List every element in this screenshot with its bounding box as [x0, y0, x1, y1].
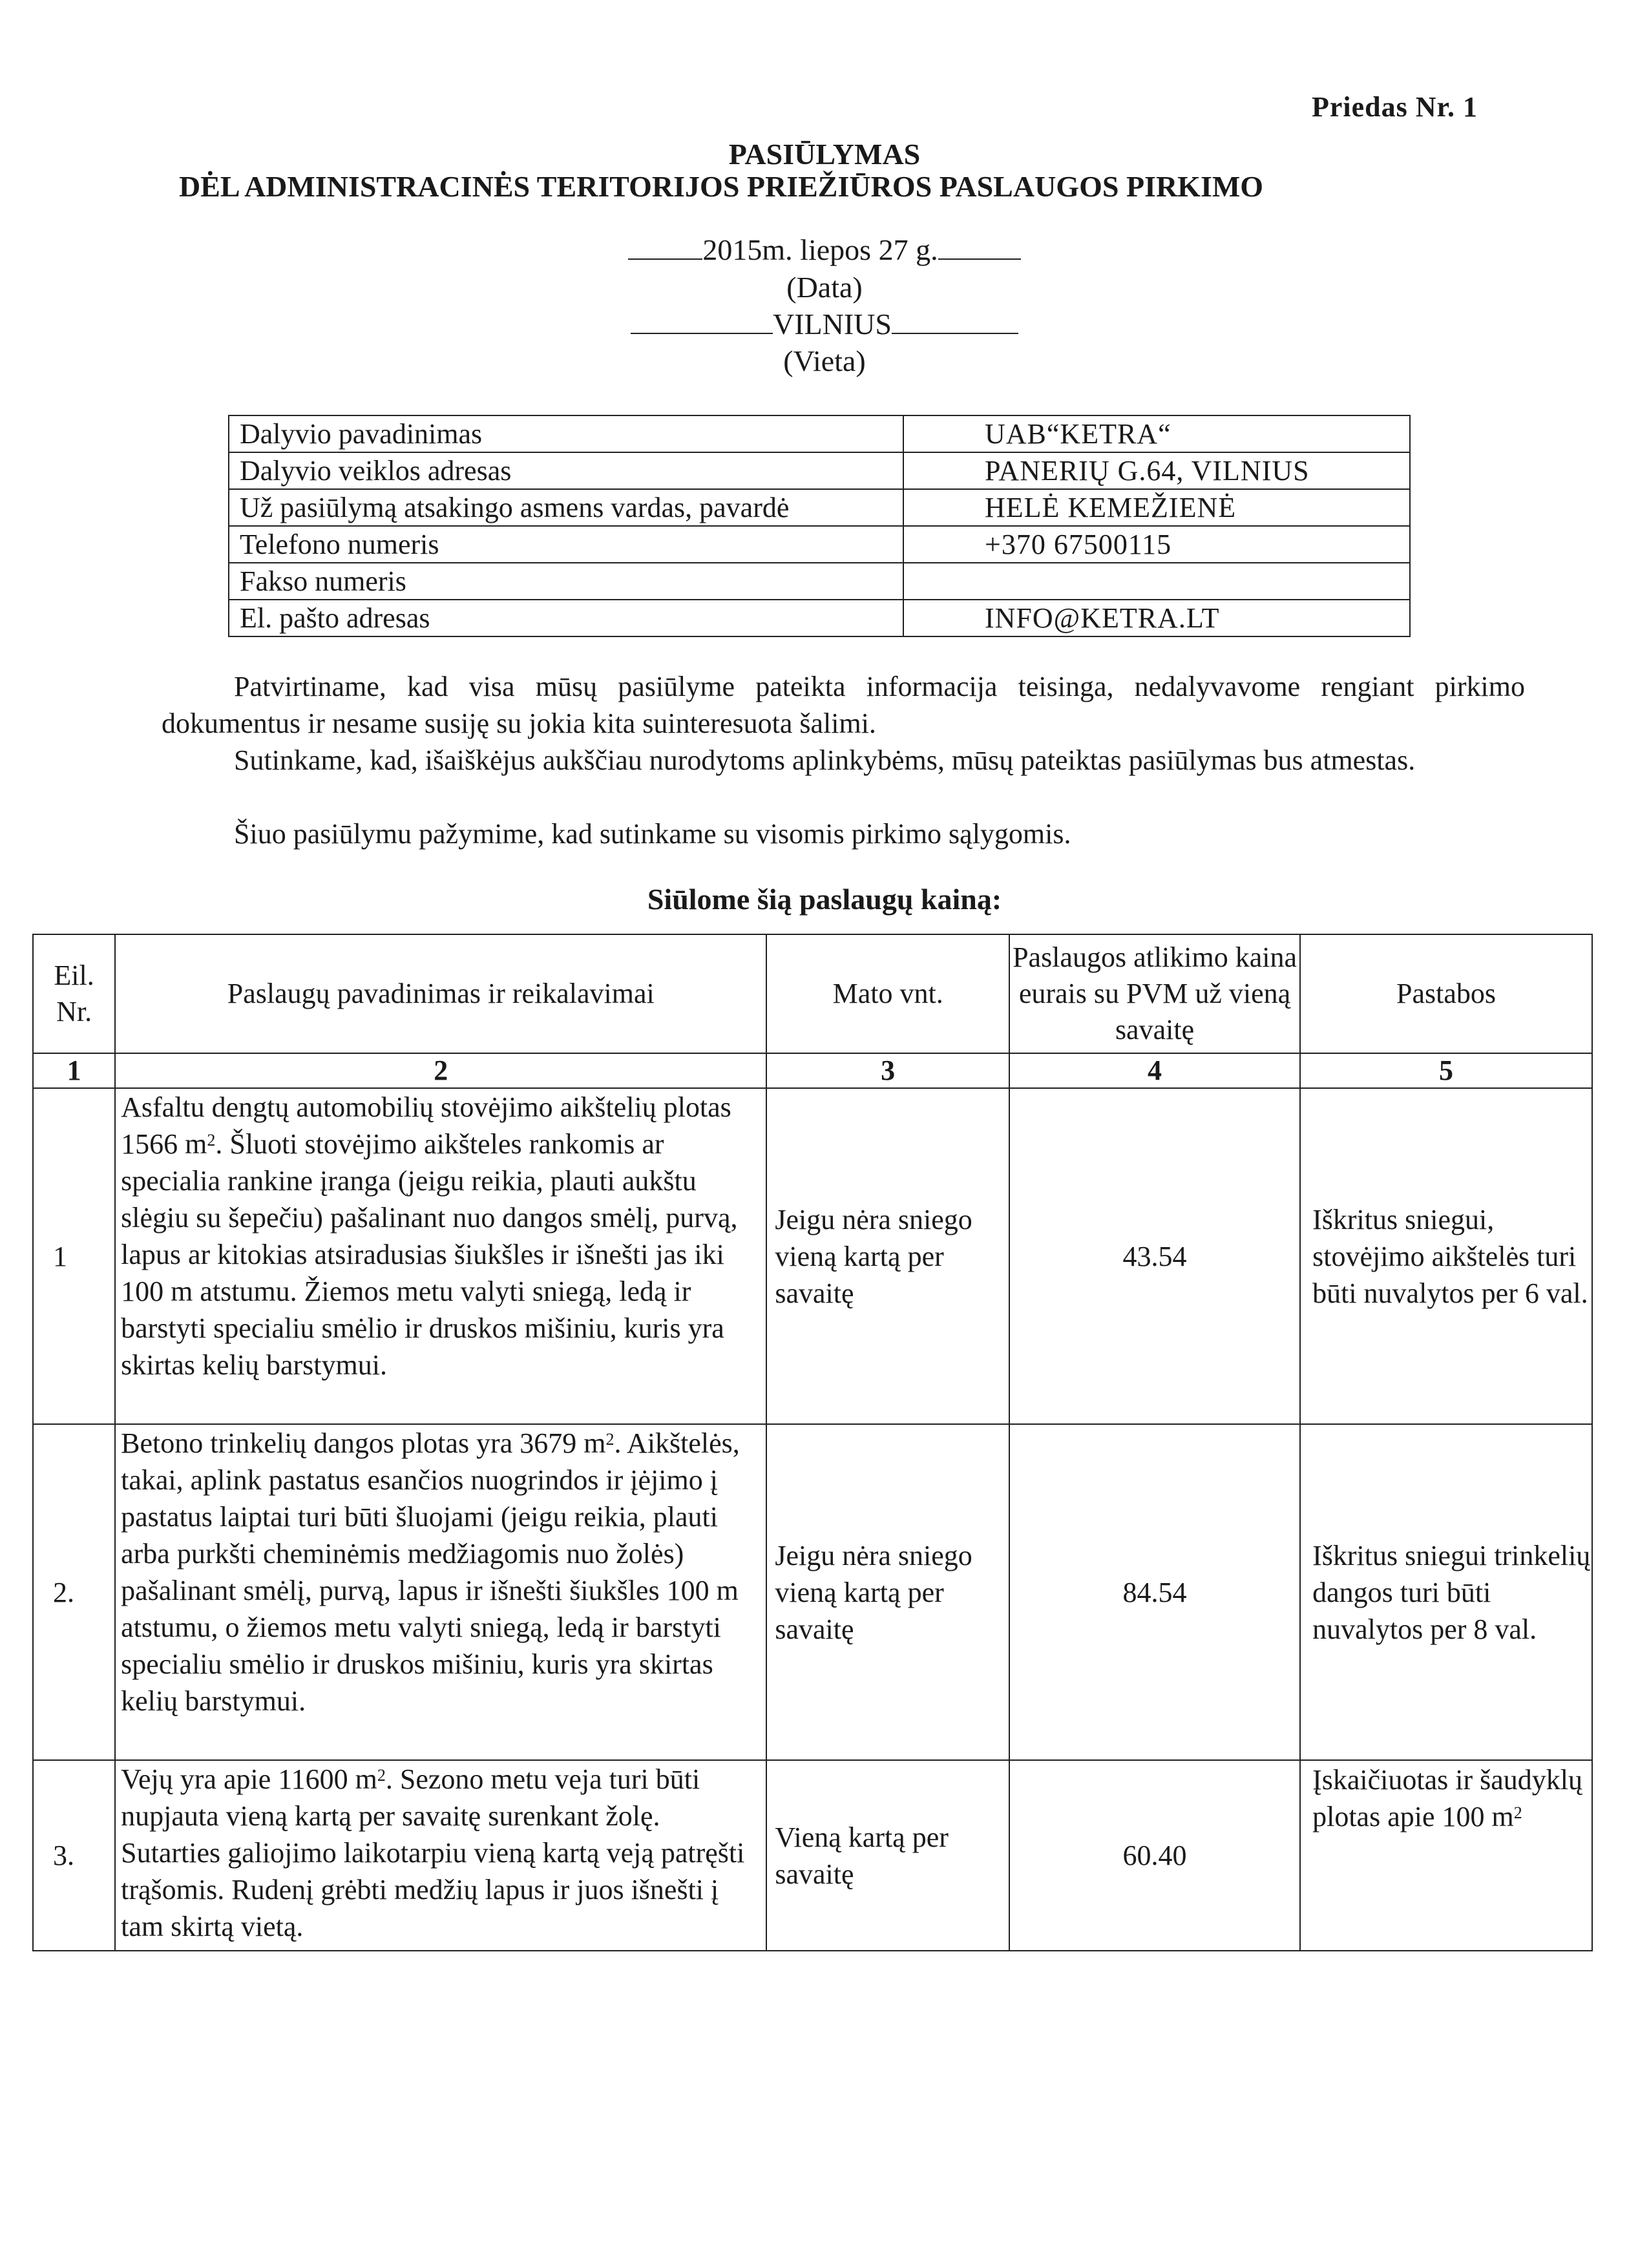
- header-notes: Pastabos: [1300, 934, 1592, 1053]
- row-number: 3.: [33, 1760, 115, 1951]
- column-number-row: [33, 1053, 1592, 1088]
- description-text: . Šluoti stovėjimo aikšteles rankomis ar specialia rankine įranga (jeigu reikia, plauti aukštu slėgiu su šepečiu) pašalinant nuo dangos smėlį, purvą, lapus ar kitokias atsiradusias šiukšles ir išnešti jas iki 100 m atstumu. Žiemos metu valyti sniegą, ledą ir barstyti specialiu smėlio ir druskos mišiniu, kuris yra skirtas kelių barstymui.: [121, 1128, 738, 1381]
- place-line: [0, 307, 1649, 341]
- underline: [938, 236, 1021, 260]
- note-cell: [1300, 1760, 1592, 1951]
- underline: [892, 311, 1018, 334]
- note-cell: Iškritus sniegui trinkelių dangos turi būti nuvalytos per 8 val.: [1300, 1424, 1592, 1760]
- participant-label: Fakso numeris: [229, 563, 903, 600]
- offer-title: Siūlome šią paslaugų kainą:: [647, 883, 1002, 916]
- column-number: 1: [33, 1053, 115, 1088]
- description-text: . Aikštelės, takai, aplink pastatus esančios nuogrindos ir įėjimo į pastatus laiptai turi būti šluojami (jeigu reikia, plauti arba purkšti cheminėmis medžiagomis nuo žolės) pašalinant smėlį, purvą, lapus ir išnešti šiukšles 100 m atstumu, o žiemos metu valyti sniegą, ledą ir barstyti specialiu smėlio ir druskos mišiniu, kuris yra skirtas kelių barstymui.: [121, 1427, 740, 1717]
- note-cell: Iškritus sniegui, stovėjimo aikštelės turi būti nuvalytos per 6 val.: [1300, 1088, 1592, 1424]
- participant-row: [229, 600, 1410, 636]
- participant-row: [229, 563, 1410, 600]
- confirmation-paragraph: Patvirtiname, kad visa mūsų pasiūlyme pateikta informacija teisinga, nedalyvavome rengiant pirkimo dokumentus ir nesame susiję su jokia kita suinteresuota šalimi.: [162, 671, 1525, 739]
- note-text: Įskaičiuotas ir šaudyklų plotas apie 100 m: [1312, 1764, 1583, 1832]
- document-subtitle: DĖL ADMINISTRACINĖS TERITORIJOS PRIEŽIŪROS PASLAUGOS PIRKIMO: [178, 170, 1264, 203]
- superscript: 2: [605, 1430, 614, 1449]
- column-number: 5: [1300, 1053, 1592, 1088]
- document-title: PASIŪLYMAS: [728, 138, 921, 171]
- service-description: [115, 1760, 766, 1951]
- price-table: [32, 934, 1593, 1951]
- participant-value: +370 67500115: [903, 526, 1410, 563]
- service-description: [115, 1424, 766, 1760]
- place-value: VILNIUS: [773, 308, 892, 341]
- row-number: 2.: [33, 1424, 115, 1760]
- description-text: . Sezono metu veja turi būti nupjauta vieną kartą per savaitę surenkant žolę. Sutarties galiojimo laikotarpiu vieną kartą veją patręšti trąšomis. Rudenį grėbti medžių lapus ir juos išnešti į tam skirtą vietą.: [121, 1763, 745, 1942]
- service-description: [115, 1088, 766, 1424]
- date-value: 2015m. liepos 27 g.: [702, 233, 938, 266]
- annex-label: Priedas Nr. 1: [1312, 91, 1478, 123]
- participant-row: [229, 452, 1410, 489]
- participant-table: [228, 415, 1411, 637]
- superscript: 2: [207, 1131, 216, 1150]
- header-service: Paslaugų pavadinimas ir reikalavimai: [115, 934, 766, 1053]
- superscript: 2: [1513, 1803, 1522, 1822]
- participant-value: [903, 563, 1410, 600]
- participant-label: Dalyvio veiklos adresas: [229, 452, 903, 489]
- place-caption: (Vieta): [783, 344, 866, 377]
- price-cell: 43.54: [1009, 1088, 1300, 1424]
- unit-cell: Jeigu nėra sniego vieną kartą per savaitę: [766, 1424, 1009, 1760]
- column-number: 4: [1009, 1053, 1300, 1088]
- table-row: [33, 1424, 1592, 1760]
- conditions-paragraph: Šiuo pasiūlymu pažymime, kad sutinkame su visomis pirkimo sąlygomis.: [234, 818, 1071, 850]
- unit-cell: Jeigu nėra sniego vieną kartą per savaitę: [766, 1088, 1009, 1424]
- participant-label: Už pasiūlymą atsakingo asmens vardas, pavardė: [229, 489, 903, 526]
- underline: [628, 236, 702, 260]
- participant-label: Dalyvio pavadinimas: [229, 415, 903, 452]
- participant-row: [229, 415, 1410, 452]
- price-cell: 60.40: [1009, 1760, 1300, 1951]
- participant-label: Telefono numeris: [229, 526, 903, 563]
- header-nr: Eil. Nr.: [33, 934, 115, 1053]
- price-cell: 84.54: [1009, 1424, 1300, 1760]
- description-text: Betono trinkelių dangos plotas yra 3679 m: [121, 1427, 606, 1459]
- table-row: [33, 1760, 1592, 1951]
- header-price: Paslaugos atlikimo kaina eurais su PVM už vieną savaitę: [1009, 934, 1300, 1053]
- header-unit: Mato vnt.: [766, 934, 1009, 1053]
- column-number: 3: [766, 1053, 1009, 1088]
- description-text: Asfaltu dengtų automobilių stovėjimo aikštelių plotas 1566 m: [121, 1091, 731, 1160]
- participant-label: El. pašto adresas: [229, 600, 903, 636]
- participant-value: PANERIŲ G.64, VILNIUS: [903, 452, 1410, 489]
- column-number: 2: [115, 1053, 766, 1088]
- date-line: [0, 233, 1649, 267]
- table-row: [33, 1088, 1592, 1424]
- agreement-paragraph: Sutinkame, kad, išaiškėjus aukščiau nurodytoms aplinkybėms, mūsų pateiktas pasiūlymas bus atmestas.: [234, 744, 1416, 776]
- date-caption: (Data): [786, 271, 863, 304]
- participant-row: [229, 489, 1410, 526]
- table-header-row: [33, 934, 1592, 1053]
- underline: [631, 311, 773, 334]
- participant-value: INFO@KETRA.LT: [903, 600, 1410, 636]
- superscript: 2: [377, 1766, 386, 1785]
- participant-row: [229, 526, 1410, 563]
- unit-cell: Vieną kartą per savaitę: [766, 1760, 1009, 1951]
- participant-value: HELĖ KEMEŽIENĖ: [903, 489, 1410, 526]
- row-number: 1: [33, 1088, 115, 1424]
- participant-value: UAB“KETRA“: [903, 415, 1410, 452]
- description-text: Vejų yra apie 11600 m: [121, 1763, 377, 1795]
